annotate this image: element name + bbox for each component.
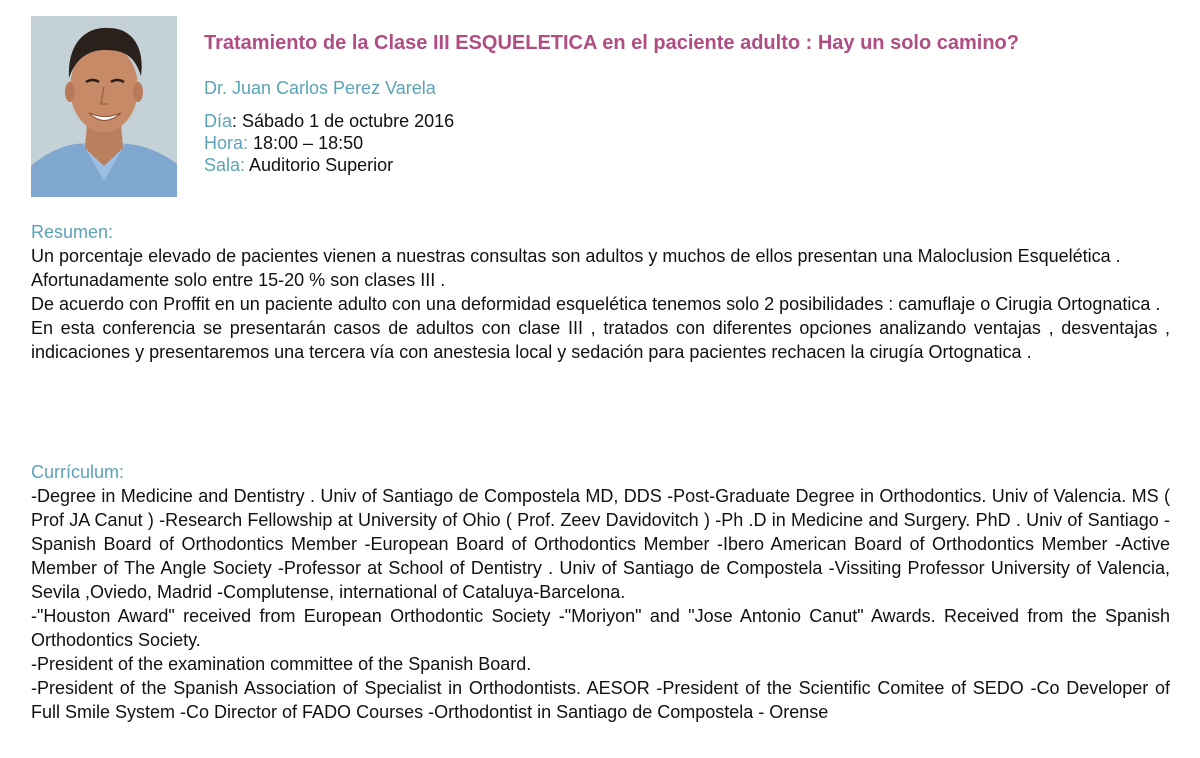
curriculum-paragraph: -"Houston Award" received from European Orthodontic Society -"Moriyon" and "Jose Antonio Canut" Awards. Received from the Spanish Orthodontics Society. (31, 606, 1170, 650)
speaker-name: Dr. Juan Carlos Perez Varela (204, 78, 436, 98)
curriculum-paragraph: -President of the Spanish Association of Specialist in Orthodontists. AESOR -President of the Scientific Comitee of SEDO -Co Developer of Full Smile System -Co Director of FADO Courses -Orthodontist in Santiago de Compostela - Orense (31, 678, 1170, 722)
time-row (204, 132, 1164, 154)
room-label: Sala: (204, 155, 246, 175)
room-value: Auditorio Superior (245, 155, 394, 175)
day-row (204, 110, 1164, 132)
resumen-heading: Resumen: (31, 222, 114, 242)
time-label: Hora: (204, 133, 249, 153)
curriculum-heading: Currículum: (31, 462, 125, 482)
day-value: : Sábado 1 de octubre 2016 (232, 111, 455, 131)
speaker-photo (31, 16, 177, 197)
resumen-paragraph: Afortunadamente solo entre 15-20 % son clases III . (31, 270, 446, 290)
room-row (204, 154, 1164, 176)
curriculum-paragraph: -President of the examination committee of the Spanish Board. (31, 654, 532, 674)
resumen-paragraph: En esta conferencia se presentarán casos de adultos con clase III , tratados con diferentes opciones analizando ventajas , desventajas , indicaciones y presentaremos una tercera vía con anestesia local y sedación para pacientes rechacen la cirugía Ortognatica . (31, 318, 1170, 362)
curriculum-paragraph: -Degree in Medicine and Dentistry . Univ of Santiago de Compostela MD, DDS -Post-Graduate Degree in Orthodontics. Univ of Valencia. MS ( Prof JA Canut ) -Research Fellowship at University of Ohio ( Prof. Zeev Davidovitch ) -Ph .D in Medicine and Surgery. PhD . Univ of Santiago -Spanish Board of Orthodontics Member -European Board of Orthodontics Member -Ibero American Board of Orthodontics Member -Active Member of The Angle Society -Professor at School of Dentistry . Univ of Santiago de Compostela -Vissiting Professor University of Valencia, Sevila ,Oviedo, Madrid -Complutense, international of Cataluya-Barcelona. (31, 486, 1170, 602)
speaker-portrait-image (31, 16, 177, 197)
day-label: Día (204, 111, 233, 131)
event-header (204, 30, 1164, 176)
time-value: 18:00 – 18:50 (248, 133, 364, 153)
resumen-paragraph: De acuerdo con Proffit en un paciente adulto con una deformidad esquelética tenemos solo 2 posibilidades : camuflaje o Cirugia Ortognatica . (31, 294, 1161, 314)
talk-title: Tratamiento de la Clase III ESQUELETICA en el paciente adulto : Hay un solo camino? (204, 32, 1019, 54)
resumen-section (31, 220, 1170, 364)
curriculum-section (31, 460, 1170, 724)
event-details (204, 110, 1164, 176)
resumen-paragraph: Un porcentaje elevado de pacientes vienen a nuestras consultas son adultos y muchos de ellos presentan una Maloclusion Esquelética . (31, 246, 1121, 266)
